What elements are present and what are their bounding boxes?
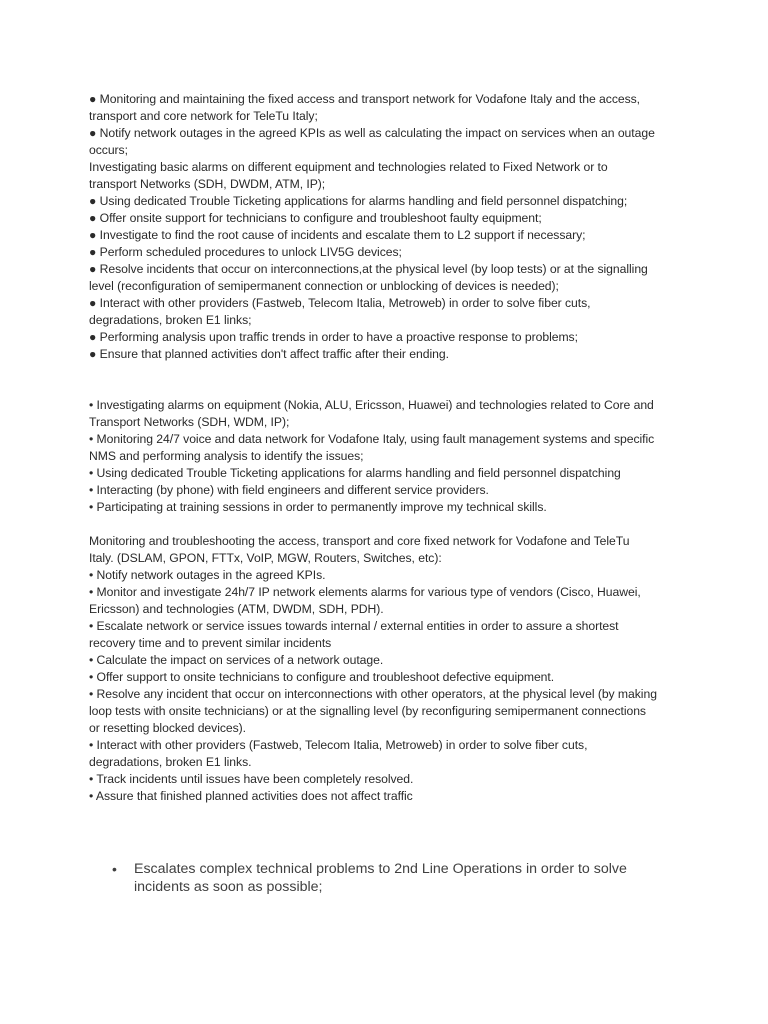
text-line: occurs; [89, 143, 128, 157]
text-line: ● Offer onsite support for technicians to configure and troubleshoot faulty equipment; [89, 211, 542, 225]
text-line: • Investigating alarms on equipment (Nokia, ALU, Ericsson, Huawei) and technologies related to Core and [89, 398, 654, 412]
text-line: Investigating basic alarms on different equipment and technologies related to Fixed Network or to [89, 160, 608, 174]
text-line: level (reconfiguration of semipermanent connection or unblocking of devices is needed); [89, 279, 559, 293]
text-line: • Calculate the impact on services of a network outage. [89, 653, 384, 667]
text-line: Ericsson) and technologies (ATM, DWDM, SDH, PDH). [89, 602, 384, 616]
text-line: • Monitor and investigate 24h/7 IP network elements alarms for various type of vendors (Cisco, Huawei, [89, 585, 641, 599]
text-line: ● Perform scheduled procedures to unlock LIV5G devices; [89, 245, 402, 259]
text-line: Monitoring and troubleshooting the access, transport and core fixed network for Vodafone and TeleTu [89, 534, 630, 548]
text-line: loop tests with onsite technicians) or at the signalling level (by reconfiguring semipermanent connections [89, 704, 646, 718]
text-line: ● Ensure that planned activities don't affect traffic after their ending. [89, 347, 449, 361]
section-access-transport-core [89, 533, 689, 805]
text-line: • Interacting (by phone) with field engineers and different service providers. [89, 483, 489, 497]
text-line: ● Using dedicated Trouble Ticketing applications for alarms handling and field personnel dispatching; [89, 194, 628, 208]
text-line: incidents as soon as possible; [134, 879, 323, 895]
section-core-transport [89, 397, 689, 516]
list-item [112, 860, 687, 896]
text-line: • Interact with other providers (Fastweb, Telecom Italia, Metroweb) in order to solve fiber cuts, [89, 738, 588, 752]
text-line: • Assure that finished planned activities does not affect traffic [89, 789, 413, 803]
text-line: NMS and performing analysis to identify the issues; [89, 449, 364, 463]
escalation-list [112, 860, 687, 896]
text-line: ● Investigate to find the root cause of incidents and escalate them to L2 support if necessary; [89, 228, 586, 242]
text-line: • Resolve any incident that occur on interconnections with other operators, at the physical level (by making [89, 687, 657, 701]
text-line: • Escalate network or service issues towards internal / external entities in order to assure a shortest [89, 619, 619, 633]
text-line: degradations, broken E1 links; [89, 313, 252, 327]
text-line: ● Resolve incidents that occur on interconnections,at the physical level (by loop tests) or at the signalling [89, 262, 648, 276]
text-line: degradations, broken E1 links. [89, 755, 252, 769]
text-line: • Monitoring 24/7 voice and data network for Vodafone Italy, using fault management systems and specific [89, 432, 655, 446]
text-line: Escalates complex technical problems to 2nd Line Operations in order to solve [134, 861, 627, 877]
bullet-icon: • [112, 861, 117, 877]
text-line: ● Interact with other providers (Fastweb, Telecom Italia, Metroweb) in order to solve fiber cuts, [89, 296, 591, 310]
text-line: • Using dedicated Trouble Ticketing applications for alarms handling and field personnel dispatching [89, 466, 621, 480]
text-line: • Participating at training sessions in order to permanently improve my technical skills. [89, 500, 547, 514]
text-line: transport and core network for TeleTu Italy; [89, 109, 318, 123]
text-line: Italy. (DSLAM, GPON, FTTx, VoIP, MGW, Routers, Switches, etc): [89, 551, 442, 565]
document-body [89, 91, 689, 805]
text-line: • Notify network outages in the agreed KPIs. [89, 568, 326, 582]
text-line: • Track incidents until issues have been completely resolved. [89, 772, 414, 786]
text-line: ● Notify network outages in the agreed KPIs as well as calculating the impact on services when an outage [89, 126, 655, 140]
text-line: or resetting blocked devices). [89, 721, 247, 735]
text-line: ● Monitoring and maintaining the fixed access and transport network for Vodafone Italy and the access, [89, 92, 641, 106]
text-line: recovery time and to prevent similar incidents [89, 636, 332, 650]
text-line: Transport Networks (SDH, WDM, IP); [89, 415, 290, 429]
text-line: transport Networks (SDH, DWDM, ATM, IP); [89, 177, 326, 191]
text-line: • Offer support to onsite technicians to configure and troubleshoot defective equipment. [89, 670, 555, 684]
text-line: ● Performing analysis upon traffic trends in order to have a proactive response to problems; [89, 330, 578, 344]
section-vodafone-fixed-network [89, 91, 689, 363]
